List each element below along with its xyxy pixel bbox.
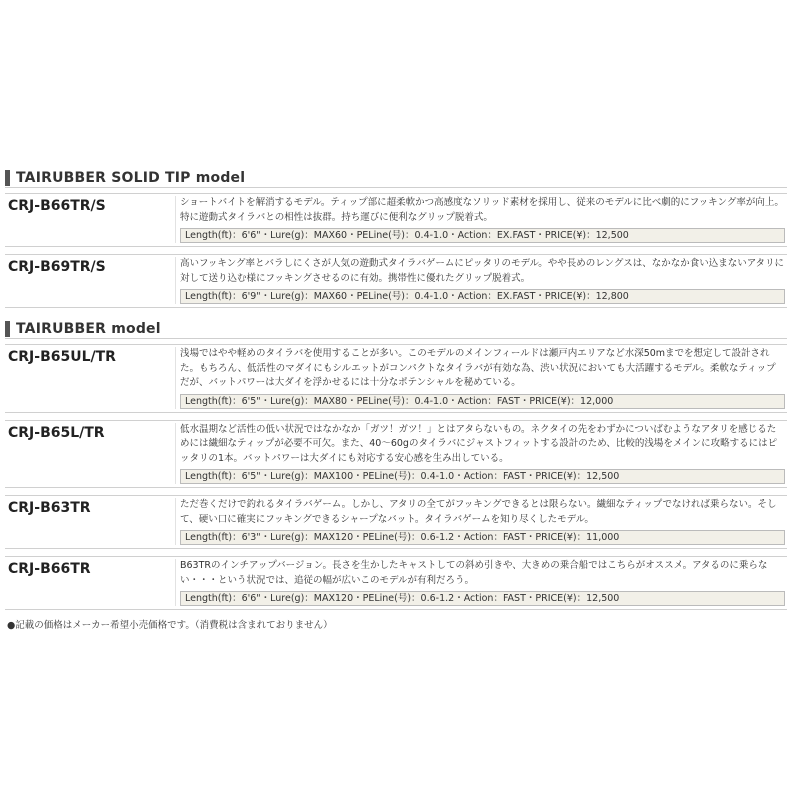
product-name: CRJ-B65L/TR — [5, 423, 176, 485]
product-spec: Length(ft)：6'5"・Lure(g)：MAX100・PELine(号)：0.4-1.0・Action：FAST・PRICE(¥)：12,500 — [180, 469, 785, 484]
product-spec: Length(ft)：6'6"・Lure(g)：MAX60・PELine(号)：0.4-1.0・Action：EX.FAST・PRICE(¥)：12,500 — [180, 228, 785, 243]
product-spec: Length(ft)：6'3"・Lure(g)：MAX120・PELine(号)：0.6-1.2・Action：FAST・PRICE(¥)：11,000 — [180, 530, 785, 545]
product-name: CRJ-B65UL/TR — [5, 347, 176, 409]
product-spec: Length(ft)：6'6"・Lure(g)：MAX120・PELine(号)：0.6-1.2・Action：FAST・PRICE(¥)：12,500 — [180, 591, 785, 606]
product-description: 高いフッキング率とバラしにくさが人気の遊動式タイラバゲームにピッタリのモデル。やや長めのレングスは、なかなか食い込まないアタリに対して送り込む様にフッキングさせるのに有効。携帯性に優れたグリップ脱着式。 — [180, 258, 785, 284]
product-row — [5, 420, 787, 489]
product-catalog — [5, 169, 787, 631]
price-footnote: ●記載の価格はメーカー希望小売価格です。（消費税は含まれておりません） — [7, 620, 333, 631]
section-marker-icon — [5, 170, 10, 186]
product-name: CRJ-B66TR — [5, 559, 176, 606]
product-description: 浅場ではやや軽めのタイラバを使用することが多い。このモデルのメインフィールドは瀬戸内エリアなど水深50mまでを想定して設計された。もちろん、低活性のマダイにもシルエットがコンパクトなタイラバが有効な為、渋い状況においても大活躍するモデル。柔軟なティップだが、バットパワーは大ダイを浮かせるには十分なポテンシャルを秘めている。 — [180, 348, 776, 388]
section-title: TAIRUBBER SOLID TIP model — [16, 170, 246, 186]
product-name: CRJ-B69TR/S — [5, 257, 176, 304]
product-description: B63TRのインチアップバージョン。長さを生かしたキャストしての斜め引きや、大きめの乗合船ではこちらがオススメ。アタるのに乗らない・・・という状況では、追従の幅が広いこのモデルが有利だろう。 — [180, 560, 768, 586]
section-header — [5, 169, 787, 188]
product-name: CRJ-B63TR — [5, 498, 176, 545]
section-title: TAIRUBBER model — [16, 321, 161, 337]
product-row — [5, 495, 787, 549]
product-row — [5, 344, 787, 413]
product-description: 低水温期など活性の低い状況ではなかなか「ガツ！ガツ！」とはアタらないもの。ネクタイの先をわずかについばむようなアタリを感じるためには繊細なティップが必要不可欠。また、40～60gのタイラバにジャストフィットする設計のため、比較的浅場をメインに攻略するにはピッタリの1本。バットパワーは大ダイにも対応する安心感を生み出している。 — [180, 423, 778, 464]
product-description: ショートバイトを解消するモデル。ティップ部に超柔軟かつ高感度なソリッド素材を採用し、従来のモデルに比べ劇的にフッキング率が向上。特に遊動式タイラバとの相性は抜群。持ち運びに便利なグリップ脱着式。 — [180, 197, 784, 223]
product-description: ただ巻くだけで釣れるタイラバゲーム。しかし、アタリの全てがフッキングできるとは限らない。繊細なティップでなければ乗らない。そして、硬い口に確実にフッキングできるシャープなバット。タイラバゲームを知り尽くしたモデル。 — [180, 499, 777, 525]
product-row — [5, 193, 787, 247]
section-marker-icon — [5, 321, 10, 337]
product-spec: Length(ft)：6'9"・Lure(g)：MAX60・PELine(号)：0.4-1.0・Action：EX.FAST・PRICE(¥)：12,800 — [180, 289, 785, 304]
product-spec: Length(ft)：6'5"・Lure(g)：MAX80・PELine(号)：0.4-1.0・Action：FAST・PRICE(¥)：12,000 — [180, 394, 785, 409]
section-header — [5, 320, 787, 339]
product-row — [5, 556, 787, 610]
product-name: CRJ-B66TR/S — [5, 196, 176, 243]
product-row — [5, 254, 787, 308]
